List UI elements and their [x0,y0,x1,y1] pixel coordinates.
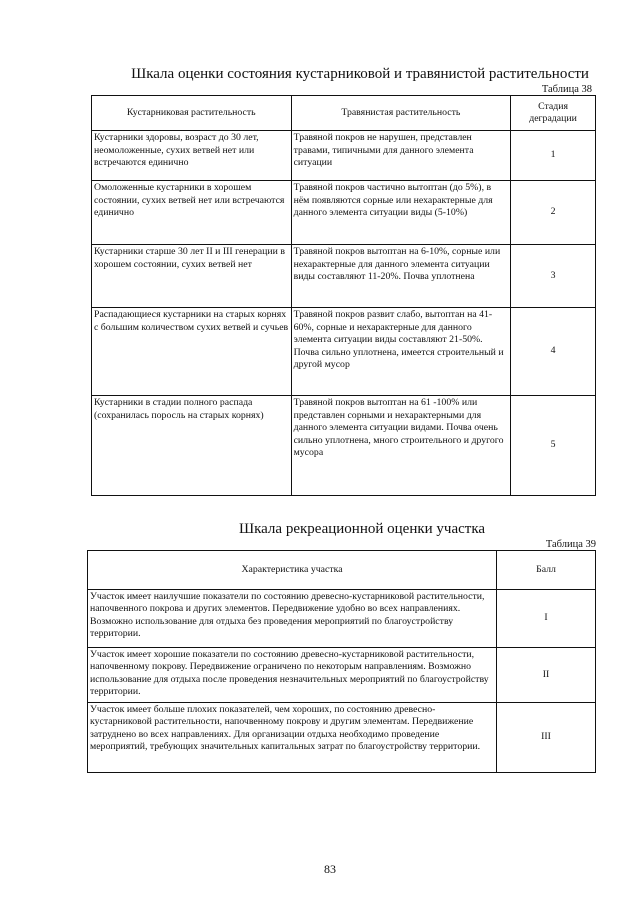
table-header-row [92,96,596,131]
shrub-cell: Омоложенные кустарники в хорошем состоянии, сухих ветвей нет или встречаются единично [92,181,292,245]
shrub-cell: Кустарники в стадии полного распада (сохранилась поросль на старых корнях) [92,396,292,496]
recreation-table [87,550,596,773]
degradation-table [91,95,596,496]
table39-title: Шкала рекреационной оценки участка [238,521,486,537]
characteristic-cell: Участок имеет наилучшие показатели по состоянию древесно-кустарниковой растительности, напочвенного покрова и других элементов. Передвижение удобно во всех направлениях. Возможно использование для отдыха без проведения мероприятий по благоустройству территории. [88,590,497,648]
grass-cell [291,308,511,396]
grass-text: Травяной покров развит слабо, вытоптан на 41-60%, сорные и нехарактерные для данного элемента ситуации виды составляют 21-50%. [293,309,493,345]
grass-text-note: Почва сильно уплотнена, имеется строительный и другой мусор [293,346,504,370]
shrub-cell: Распадающиеся кустарники на старых корнях с большим количеством сухих ветвей и сучьев [92,308,292,396]
stage-cell: 1 [511,131,596,181]
table-row [92,396,596,496]
grass-cell: Травяной покров частично вытоптан (до 5%), в нём появляются сорные или нехарактерные для данного элемента ситуации виды (5-10%) [291,181,511,245]
header-score: Балл [497,551,596,590]
grass-cell: Травяной покров вытоптан на 61 -100% или представлен сорными и нехарактерными для данного элемента ситуации видами. Почва очень сильно уплотнена, много строительного и другого мусора [291,396,511,496]
table-row [88,590,596,648]
grass-cell: Травяной покров вытоптан на 6-10%, сорные или нехарактерные для данного элемента ситуации виды составляют 11-20%. Почва уплотнена [291,245,511,308]
stage-cell: 2 [511,181,596,245]
table-row [92,181,596,245]
table-row [88,648,596,703]
table-row [92,245,596,308]
table-row [88,703,596,773]
table-header-row [88,551,596,590]
stage-cell: 3 [511,245,596,308]
table-row [92,131,596,181]
page-number: 83 [324,862,336,876]
characteristic-cell: Участок имеет больше плохих показателей, чем хороших, по состоянию древесно-кустарниковой растительности, напочвенному покрову и другим элементам. Передвижение затруднено во всех направлениях. Для организации отдыха необходимо проведение мероприятий, требующих значительных капитальных затрат по благоустройству территории. [88,703,497,773]
header-stage: Стадия деградации [511,96,596,131]
table38-title: Шкала оценки состояния кустарниковой и травянистой растительности [131,66,589,82]
score-cell: III [497,703,596,773]
stage-cell: 5 [511,396,596,496]
shrub-cell: Кустарники здоровы, возраст до 30 лет, неомоложенные, сухих ветвей нет или встречаются единично [92,131,292,181]
table39-caption: Таблица 39 [545,539,596,550]
shrub-cell: Кустарники старше 30 лет II и III генерации в хорошем состоянии, сухих ветвей нет [92,245,292,308]
grass-cell: Травяной покров не нарушен, представлен травами, типичными для данного элемента ситуации [291,131,511,181]
table-row [92,308,596,396]
score-cell: I [497,590,596,648]
characteristic-cell: Участок имеет хорошие показатели по состоянию древесно-кустарниковой растительности, напочвенному покрову. Передвижение ограничено по некоторым направлениям. Возможно использование для отдыха после проведения незначительных мероприятий по благоустройству территории. [88,648,497,703]
header-characteristic: Характеристика участка [88,551,497,590]
table38-caption: Таблица 38 [541,84,592,95]
score-cell: II [497,648,596,703]
stage-cell: 4 [511,308,596,396]
header-shrub: Кустарниковая растительность [92,96,292,131]
header-grass: Травянистая растительность [291,96,511,131]
